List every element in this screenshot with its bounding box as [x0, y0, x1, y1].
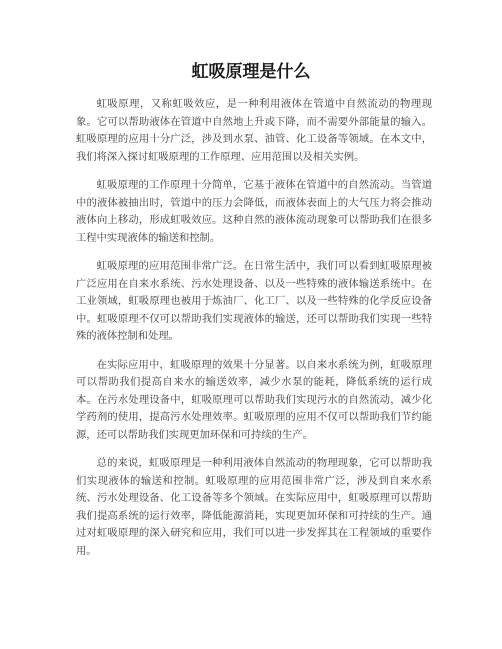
paragraph-4: 在实际应用中，虹吸原理的效果十分显著。以自来水系统为例，虹吸原理可以帮助我们提高自来水的输送效率，减少水泵的能耗，降低系统的运行成本。在污水处理设备中，虹吸原理可以帮助我们实现污水的自然流动，减少化学药剂的使用，提高污水处理效率。虹吸原理的应用不仅可以帮助我们节约能源，还可以帮助我们实现更加环保和可持续的生产。 — [76, 358, 432, 441]
paragraph-2: 虹吸原理的工作原理十分简单，它基于液体在管道中的自然流动。当管道中的液体被抽出时，管道中的压力会降低，而液体表面上的大气压力将会推动液体向上移动，形成虹吸效应。这种自然的液体流动现象可以帮助我们在很多工程中实现液体的输送和控制。 — [76, 179, 432, 244]
paragraph-1: 虹吸原理，又称虹吸效应，是一种利用液体在管道中自然流动的物理现象。它可以帮助液体在管道中自然地上升或下降，而不需要外部能量的输入。虹吸原理的应用十分广泛，涉及到水泵、油管、化工设备等领域。在本文中，我们将深入探讨虹吸原理的工作原理、应用范围以及相关实例。 — [76, 98, 432, 163]
paragraph-5: 总的来说，虹吸原理是一种利用液体自然流动的物理现象，它可以帮助我们实现液体的输送和控制。虹吸原理的应用范围非常广泛，涉及到自来水系统、污水处理设备、化工设备等多个领域。在实际应用中，虹吸原理可以帮助我们提高系统的运行效率，降低能源消耗，实现更加环保和可持续的生产。通过对虹吸原理的深入研究和应用，我们可以进一步发挥其在工程领域的重要作用。 — [76, 457, 432, 557]
paragraph-3: 虹吸原理的应用范围非常广泛。在日常生活中，我们可以看到虹吸原理被广泛应用在自来水系统、污水处理设备、以及一些特殊的液体输送系统中。在工业领域，虹吸原理也被用于炼油厂、化工厂、以及一些特殊的化学反应设备中。虹吸原理不仅可以帮助我们实现液体的输送，还可以帮助我们实现一些特殊的液体控制和处理。 — [76, 260, 432, 342]
document-title: 虹吸原理是什么 — [191, 62, 311, 82]
document-body — [76, 96, 432, 571]
